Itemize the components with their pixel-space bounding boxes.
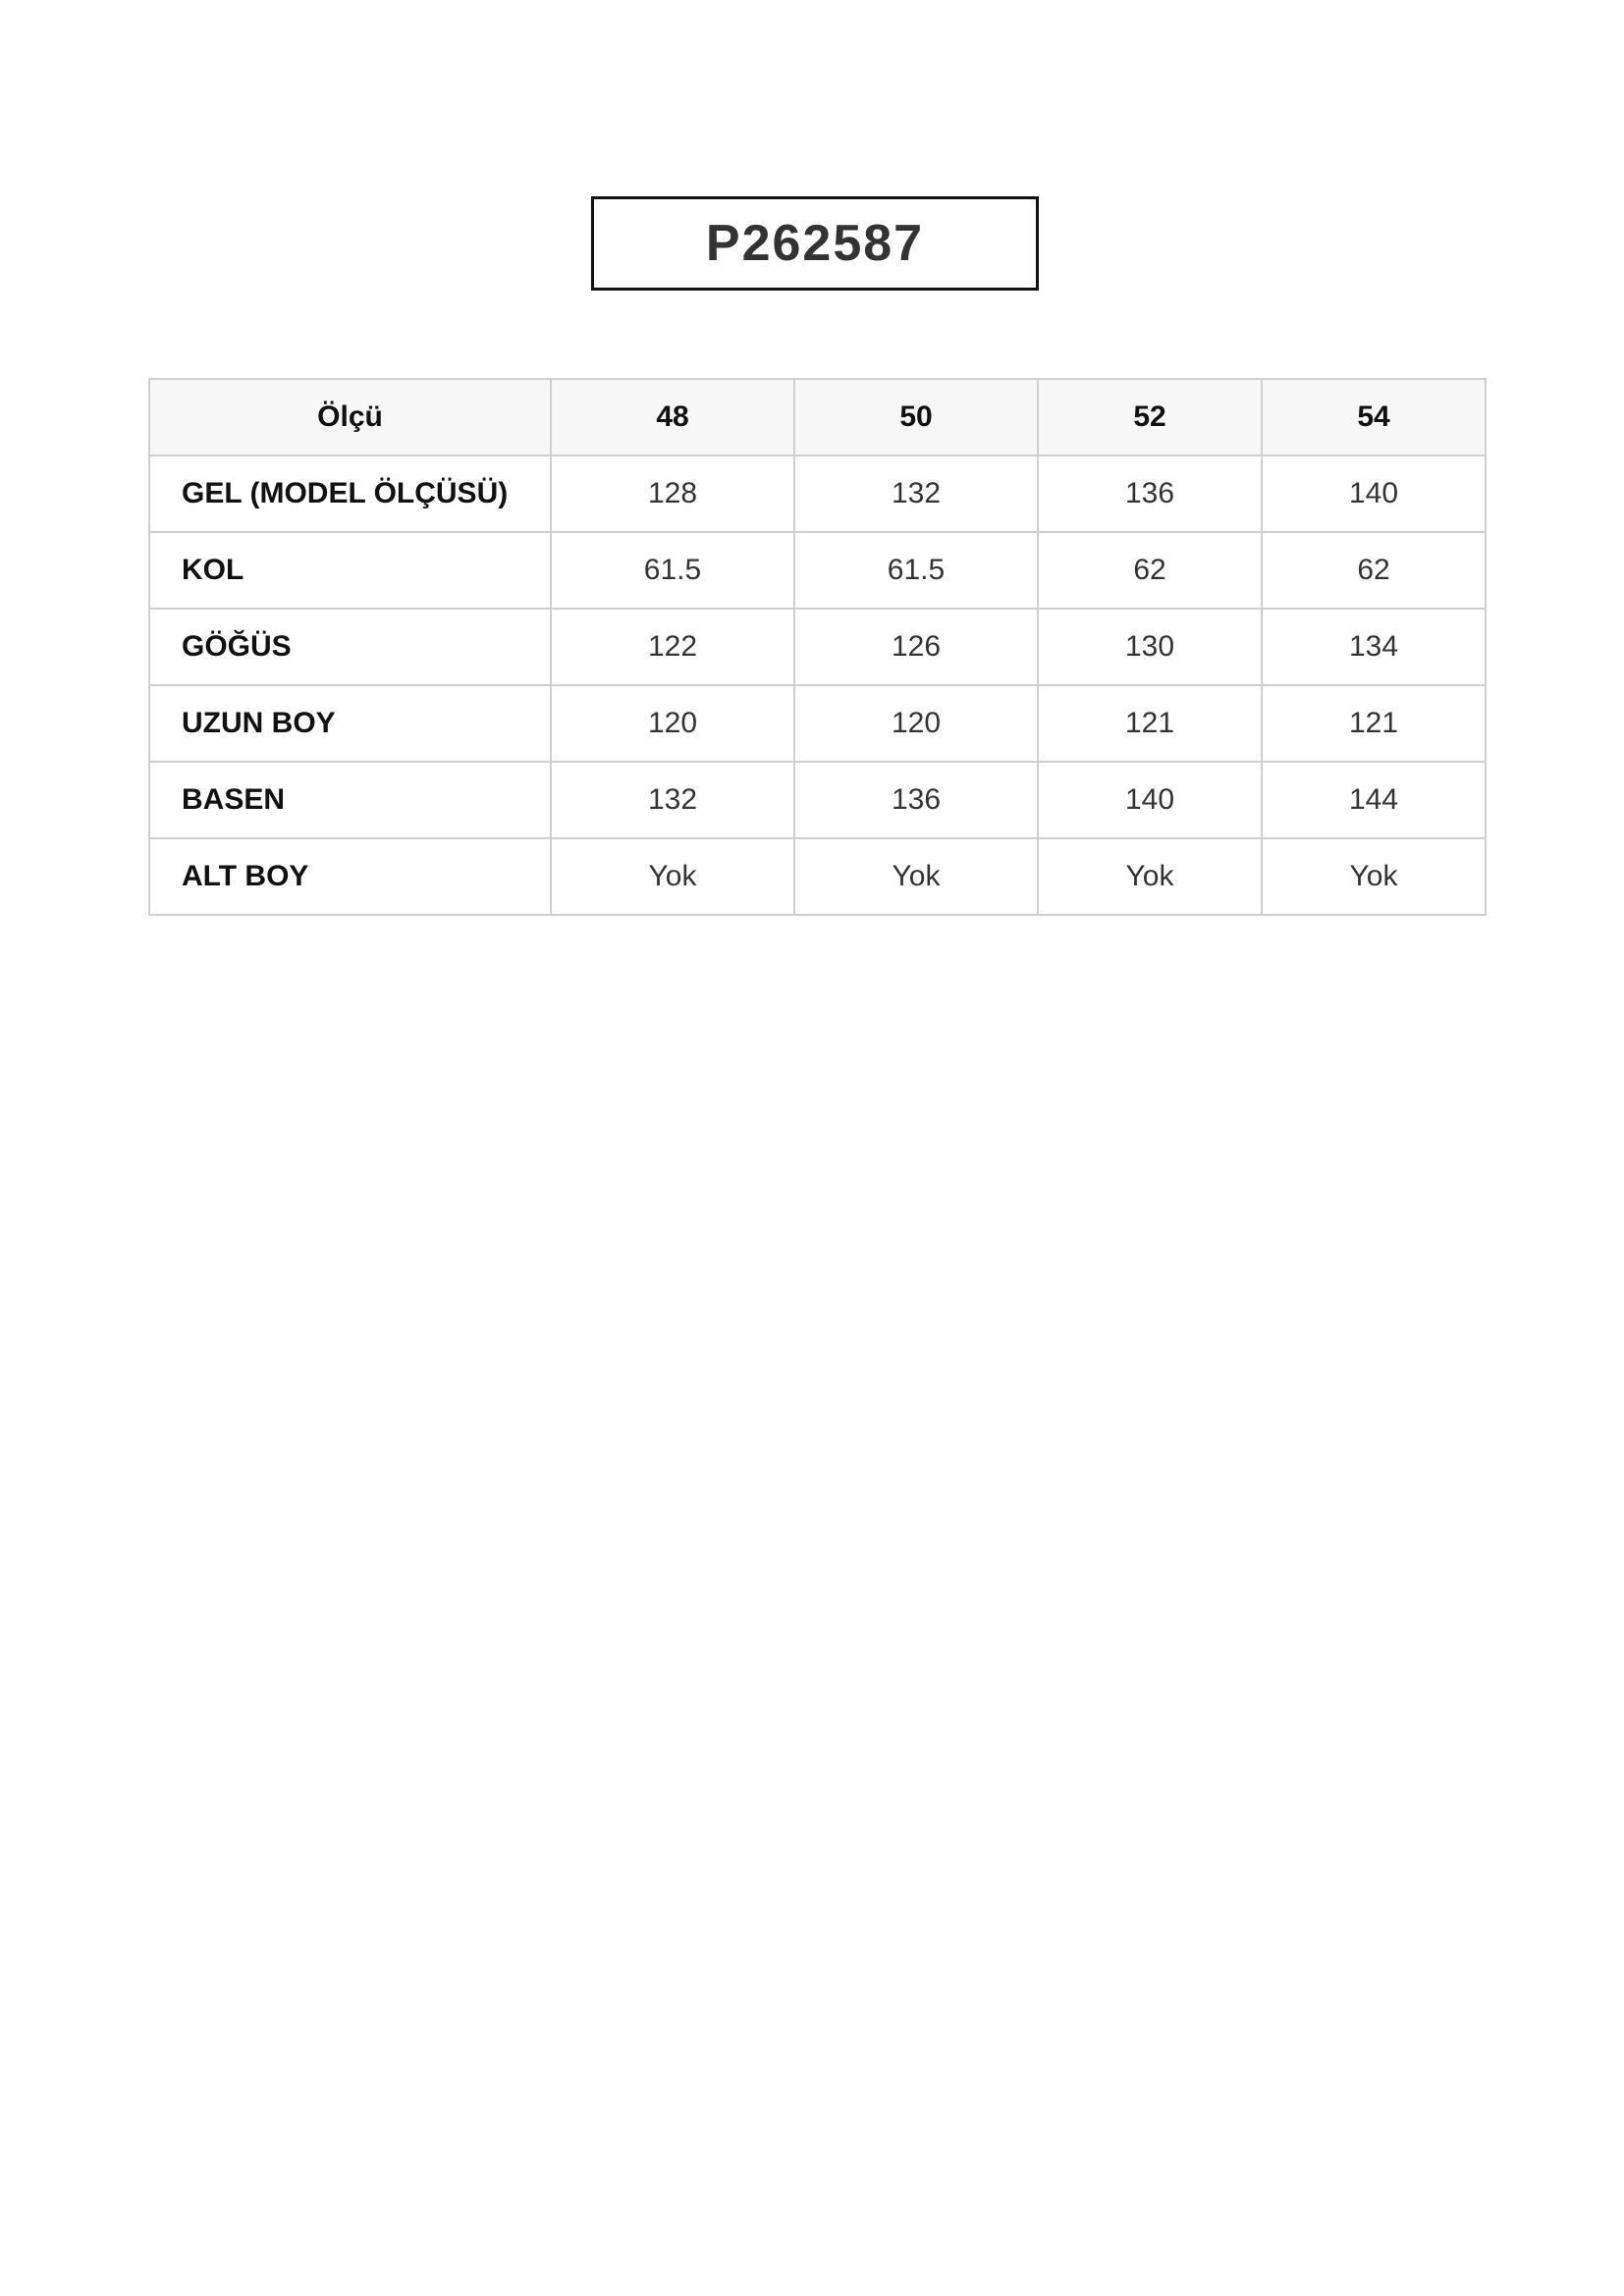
table-cell: 140 (1038, 762, 1262, 838)
table-cell: 122 (551, 609, 794, 685)
row-label: BASEN (149, 762, 551, 838)
table-cell: 132 (551, 762, 794, 838)
table-cell: 140 (1262, 455, 1486, 532)
header-cell-size: 50 (794, 379, 1038, 455)
table-cell: 120 (794, 685, 1038, 762)
table-cell: 121 (1038, 685, 1262, 762)
table-cell: 132 (794, 455, 1038, 532)
table-cell: Yok (1262, 838, 1486, 915)
table-cell: 62 (1038, 532, 1262, 609)
table-cell: 61.5 (794, 532, 1038, 609)
table-cell: 134 (1262, 609, 1486, 685)
row-label: KOL (149, 532, 551, 609)
table-cell: 121 (1262, 685, 1486, 762)
table-cell: 144 (1262, 762, 1486, 838)
table-cell: 61.5 (551, 532, 794, 609)
table-cell: 62 (1262, 532, 1486, 609)
table-row (149, 455, 1486, 532)
table-cell: 120 (551, 685, 794, 762)
size-chart-table (148, 378, 1487, 916)
table-cell: Yok (1038, 838, 1262, 915)
row-label: UZUN BOY (149, 685, 551, 762)
table-cell: 126 (794, 609, 1038, 685)
row-label: ALT BOY (149, 838, 551, 915)
table-row (149, 762, 1486, 838)
header-cell-size: 52 (1038, 379, 1262, 455)
table-cell: 128 (551, 455, 794, 532)
table-cell: Yok (794, 838, 1038, 915)
table-row (149, 532, 1486, 609)
product-code: P262587 (705, 215, 925, 272)
table-cell: 130 (1038, 609, 1262, 685)
table-row (149, 609, 1486, 685)
table-cell: Yok (551, 838, 794, 915)
table-row (149, 685, 1486, 762)
table-cell: 136 (1038, 455, 1262, 532)
row-label: GEL (MODEL ÖLÇÜSÜ) (149, 455, 551, 532)
table-header-row (149, 379, 1486, 455)
table-cell: 136 (794, 762, 1038, 838)
header-cell-size: 48 (551, 379, 794, 455)
product-code-box (591, 196, 1039, 291)
row-label: GÖĞÜS (149, 609, 551, 685)
table-row (149, 838, 1486, 915)
header-cell-measure: Ölçü (149, 379, 551, 455)
header-cell-size: 54 (1262, 379, 1486, 455)
